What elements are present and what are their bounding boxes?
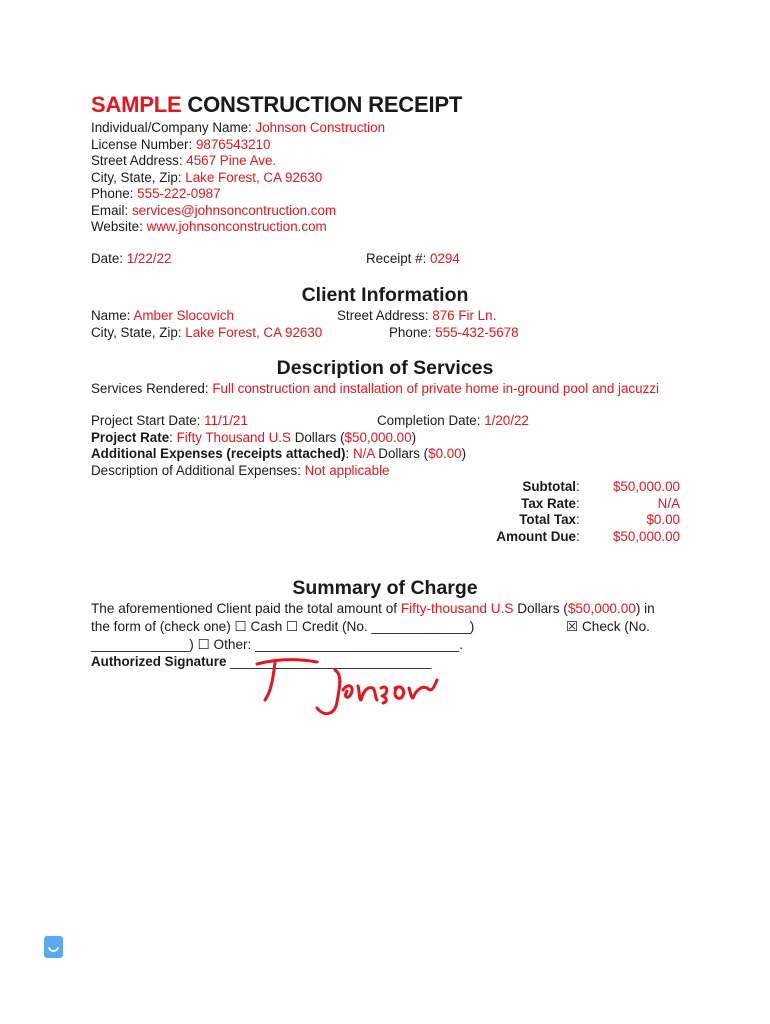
services-rendered: Services Rendered: Full construction and installation of private home in-ground pool and jacuzzi xyxy=(91,381,659,396)
additional-expenses: Additional Expenses (receipts attached): N/A Dollars ($0.00) xyxy=(91,446,467,461)
company-name-line: Individual/Company Name: Johnson Construction xyxy=(91,120,386,135)
handwritten-signature xyxy=(255,650,445,722)
company-city-line: City, State, Zip: Lake Forest, CA 92630 xyxy=(91,169,323,185)
check-option: ☒ Check (No. xyxy=(566,619,650,634)
receipt-date: Date: 1/22/22 xyxy=(91,251,172,266)
additional-expenses-description: Description of Additional Expenses: Not applicable xyxy=(91,462,390,478)
client-name: Name: Amber Slocovich xyxy=(91,308,234,323)
title-text: CONSTRUCTION RECEIPT xyxy=(187,92,463,117)
project-start-date: Project Start Date: 11/1/21 xyxy=(91,413,248,428)
client-street: Street Address: 876 Fir Ln. xyxy=(337,308,497,323)
title-sample-word: SAMPLE xyxy=(91,92,182,117)
client-city: City, State, Zip: Lake Forest, CA 92630 xyxy=(91,324,323,340)
total-tax-row: Total Tax : $0.00 xyxy=(519,512,680,527)
subtotal-row: Subtotal : $50,000.00 xyxy=(522,479,680,494)
document-title xyxy=(91,92,462,118)
services-heading: Description of Services xyxy=(276,357,494,379)
completion-date: Completion Date: 1/20/22 xyxy=(377,413,529,428)
client-phone: Phone: 555-432-5678 xyxy=(389,324,519,340)
company-street-line: Street Address: 4567 Pine Ave. xyxy=(91,153,277,168)
amount-due-row: Amount Due : $50,000.00 xyxy=(496,528,680,544)
project-rate: Project Rate: Fifty Thousand U.S Dollars ($50,000.00) xyxy=(91,429,417,445)
receipt-number: Receipt #: 0294 xyxy=(366,251,460,266)
tax-rate-row: Tax Rate : N/A xyxy=(521,495,680,511)
summary-line-2: the form of (check one) ☐ Cash ☐ Credit (No. _____________) xyxy=(91,619,475,634)
client-heading: Client Information xyxy=(301,284,469,306)
license-number-line: License Number: 9876543210 xyxy=(91,136,271,152)
company-website-line: Website: www.johnsonconstruction.com xyxy=(91,219,327,234)
authorized-signature-line: Authorized Signature ___________________________ xyxy=(91,654,432,669)
document-icon xyxy=(44,936,63,958)
summary-line-1: The aforementioned Client paid the total amount of Fifty-thousand U.S Dollars ($50,000.00) in xyxy=(91,601,655,616)
totals-table xyxy=(430,479,680,545)
summary-line-3: _____________) ☐ Other: ___________________________. xyxy=(91,637,464,652)
company-phone-line: Phone: 555-222-0987 xyxy=(91,186,221,201)
summary-heading: Summary of Charge xyxy=(292,577,478,599)
company-email-line: Email: services@johnsoncontruction.com xyxy=(91,202,337,218)
